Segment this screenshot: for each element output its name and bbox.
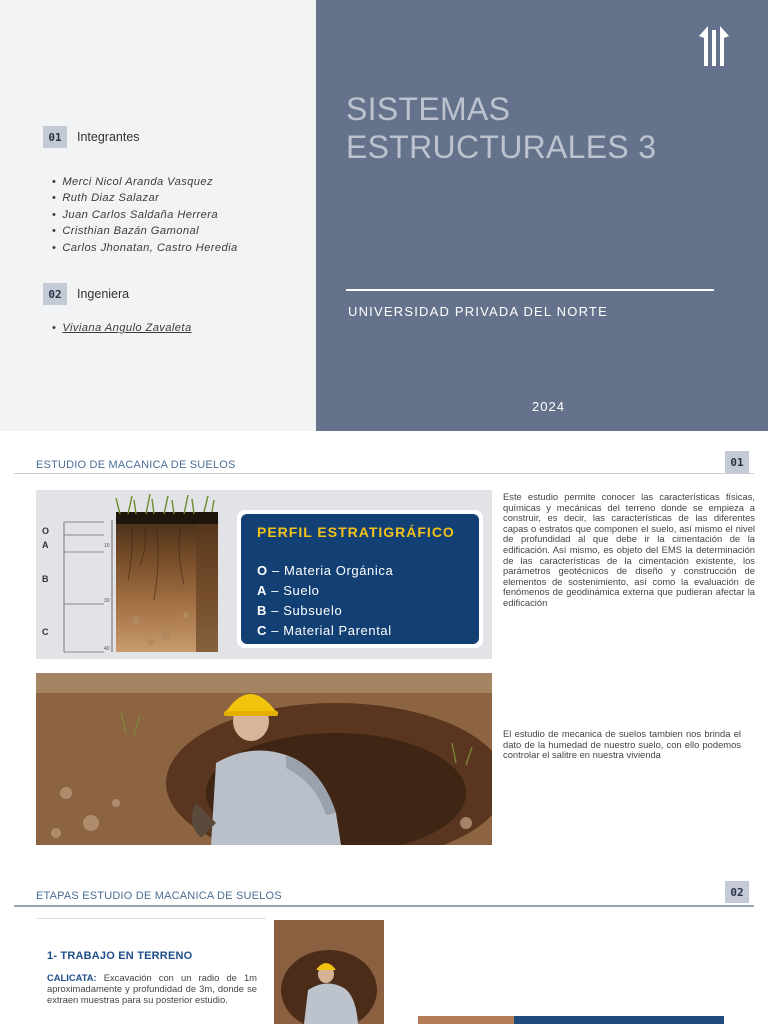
list-item: • Juan Carlos Saldaña Herrera bbox=[52, 207, 238, 223]
profile-side-letter: A bbox=[42, 540, 49, 550]
profile-side-letter: O bbox=[42, 526, 50, 536]
ruler-mark: 30 bbox=[104, 598, 110, 604]
divider bbox=[14, 905, 754, 907]
section-number-badge: 02 bbox=[725, 881, 749, 903]
profile-title: PERFIL ESTRATIGRÁFICO bbox=[257, 524, 455, 540]
title-line-1: SISTEMAS bbox=[346, 91, 511, 127]
divider bbox=[14, 473, 754, 474]
list-item: • Merci Nicol Aranda Vasquez bbox=[52, 174, 238, 190]
ruler-mark: 40 bbox=[104, 646, 110, 652]
list-item: • Ruth Diaz Salazar bbox=[52, 190, 238, 206]
profile-row-letter: A bbox=[257, 583, 267, 598]
excavation-photo bbox=[36, 673, 492, 845]
calicata-illustration bbox=[274, 920, 384, 1024]
humidity-paragraph: El estudio de mecanica de suelos tambien nos brinda el dato de la humedad de nuestro suelo, con ello podemos controlar el salitre en nuestra vivienda bbox=[503, 728, 741, 761]
divider bbox=[346, 289, 714, 291]
stratigraphic-profile-image bbox=[36, 490, 492, 659]
section-number-badge: 01 bbox=[43, 126, 67, 148]
profile-row-text: Subsuelo bbox=[283, 603, 343, 618]
card-term: CALICATA: bbox=[47, 972, 97, 983]
profile-side-letter: B bbox=[42, 574, 49, 584]
worker-digging-illustration bbox=[36, 673, 492, 845]
section-number-badge: 02 bbox=[43, 283, 67, 305]
engineer-list bbox=[52, 320, 192, 336]
next-section-image-left bbox=[418, 1016, 514, 1024]
profile-side-letter: C bbox=[42, 627, 49, 637]
profile-rows bbox=[257, 561, 393, 641]
cover bbox=[0, 0, 768, 431]
profile-row-text: Suelo bbox=[283, 583, 320, 598]
list-item: • Cristhian Bazán Gamonal bbox=[52, 223, 238, 239]
section-number-badge: 01 bbox=[725, 451, 749, 473]
card-text bbox=[47, 972, 257, 1005]
list-item[interactable] bbox=[52, 320, 192, 336]
engineer-name-link[interactable]: Viviana Angulo Zavaleta bbox=[62, 322, 192, 334]
section-heading: ESTUDIO DE MACANICA DE SUELOS bbox=[36, 459, 236, 471]
ruler-mark: 10 bbox=[104, 543, 110, 549]
calicata-photo bbox=[274, 920, 384, 1024]
profile-row-letter: B bbox=[257, 603, 267, 618]
profile-row-text: Materia Orgánica bbox=[283, 563, 394, 578]
card-description: Excavación con un radio de 1m aproximadamente y profundidad de 3m, donde se extraen muestras para su posterior estudio. bbox=[47, 972, 257, 1005]
section-heading: ETAPAS ESTUDIO DE MACANICA DE SUELOS bbox=[36, 890, 282, 902]
profile-row: C – Material Parental bbox=[257, 623, 392, 638]
card-divider bbox=[36, 918, 266, 919]
year: 2024 bbox=[532, 399, 565, 414]
members-list bbox=[52, 174, 238, 256]
card-title: 1- TRABAJO EN TERRENO bbox=[47, 950, 193, 962]
page-title bbox=[346, 90, 726, 166]
profile-row: A – Suelo bbox=[257, 583, 320, 598]
profile-row-letter: C bbox=[257, 623, 267, 638]
list-item: • Carlos Jhonatan, Castro Heredia bbox=[52, 240, 238, 256]
engineer-label: Ingeniera bbox=[77, 287, 130, 301]
profile-row-letter: O bbox=[257, 563, 268, 578]
title-line-2: ESTRUCTURALES 3 bbox=[346, 129, 657, 165]
profile-row: B – Subsuelo bbox=[257, 603, 343, 618]
university-logo-icon bbox=[696, 24, 732, 66]
study-paragraph: Este estudio permite conocer las características físicas, químicas y mecánicas del terreno donde se empieza a construir, es decir, las características de las diferentes capas o estratos que componen el suelo, así mismo el nivel de profundidad al que debe ir la cimentación de la edificación. Así mismo, es objeto del EMS la determinación de las características de la cimentación existente, los parámetros geotécnicos de diseño y construcción de elementos de sostenimiento, así como la evaluación de fenómenos de geodinámica externa que pudieran afectar la edificación bbox=[503, 491, 755, 608]
profile-row-text: Material Parental bbox=[283, 623, 392, 638]
members-label: Integrantes bbox=[77, 130, 140, 144]
profile-row: O – Materia Orgánica bbox=[257, 563, 394, 578]
university-name: UNIVERSIDAD PRIVADA DEL NORTE bbox=[348, 304, 608, 319]
